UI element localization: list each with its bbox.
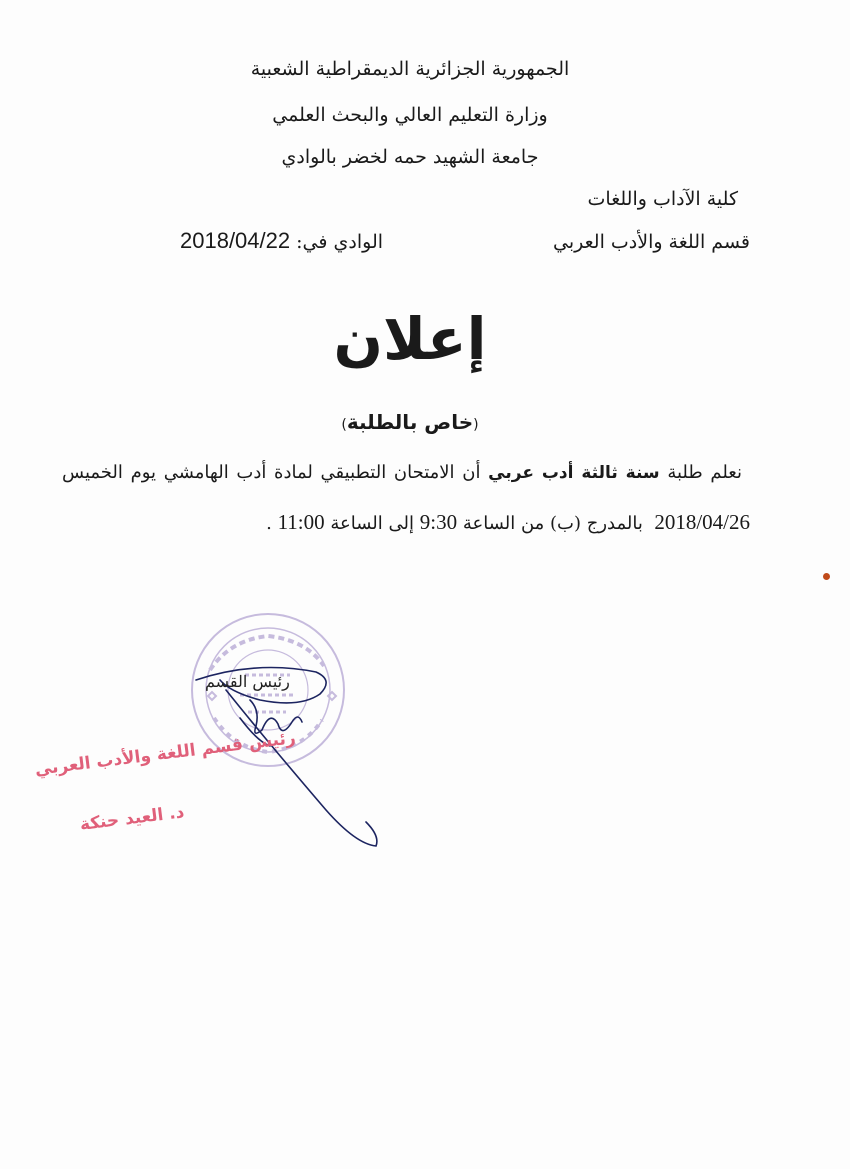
department-name: قسم اللغة والأدب العربي — [553, 231, 750, 253]
announcement-title: إعلان — [333, 305, 487, 373]
margin-mark — [823, 573, 830, 580]
ministry-heading: وزارة التعليم العالي والبحث العلمي — [272, 104, 548, 126]
announcement-body-line-1 — [62, 462, 742, 483]
subtitle-close-paren: ) — [341, 417, 347, 433]
body-part-3: بالمدرج (ب) من الساعة — [462, 513, 643, 534]
announcement-subtitle — [0, 410, 820, 434]
body-part-2: أن الامتحان التطبيقي لمادة أدب الهامشي يوم الخميس — [62, 462, 481, 483]
head-of-department-label: رئيس القسم — [205, 672, 290, 691]
start-time: 9:30 — [419, 510, 458, 534]
end-time: 11:00 — [277, 510, 325, 534]
faculty-name: كلية الآداب واللغات — [587, 188, 738, 210]
exam-date: 2018/04/26 — [654, 510, 750, 534]
date-value: 2018/04/22 — [180, 228, 291, 253]
stamp-name: د. العيد حنكة — [78, 802, 186, 835]
republic-heading: الجمهورية الجزائرية الديمقراطية الشعبية — [250, 58, 570, 80]
body-part-4: إلى الساعة — [330, 513, 414, 534]
body-end-dot: . — [266, 513, 272, 534]
date-prefix: الوادي في: — [296, 231, 384, 253]
body-student-level: سنة ثالثة أدب عربي — [488, 463, 660, 483]
university-heading: جامعة الشهيد حمه لخضر بالوادي — [281, 146, 539, 168]
subtitle-text: خاص بالطلبة — [346, 410, 474, 434]
body-part-1: نعلم طلبة — [667, 462, 743, 483]
stamp-title: رئيس قسم اللغة والأدب العربي — [33, 728, 297, 780]
date-line — [180, 228, 383, 254]
announcement-body-line-2 — [266, 510, 750, 535]
official-seal-and-signature — [0, 600, 420, 860]
subtitle-open-paren: ( — [473, 417, 479, 433]
